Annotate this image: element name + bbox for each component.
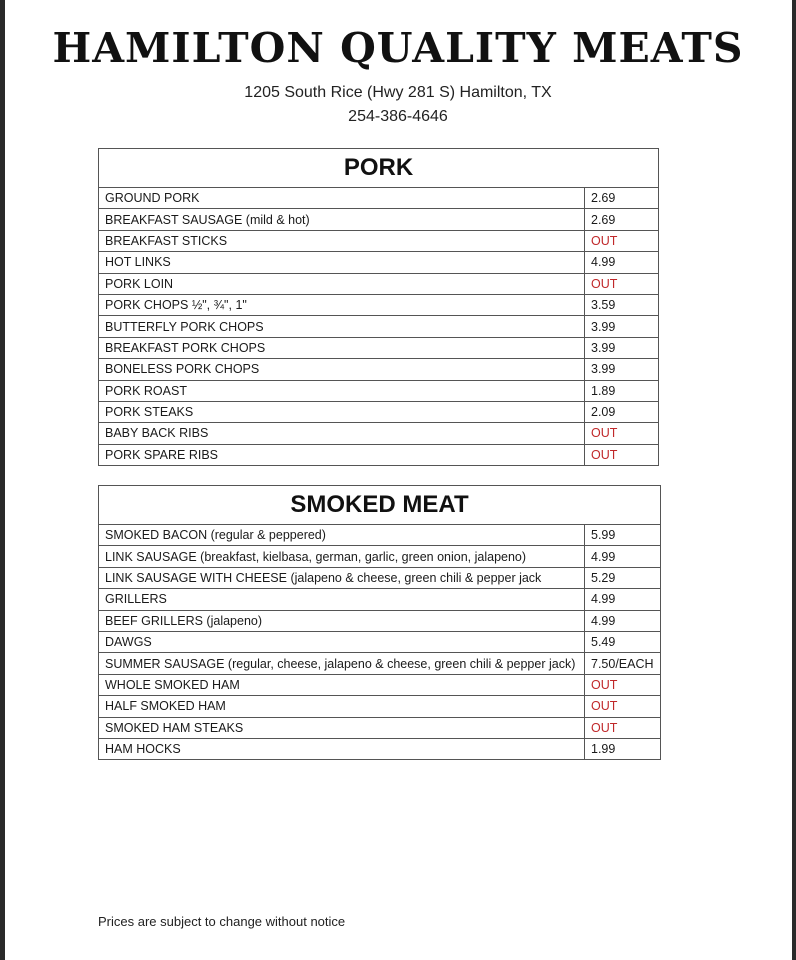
item-name: PORK CHOPS ½", ¾", 1" [99, 294, 585, 315]
table-row [99, 589, 661, 610]
table-row [99, 359, 659, 380]
pork-heading-row [99, 149, 659, 188]
table-row [99, 294, 659, 315]
item-name: DAWGS [99, 631, 585, 652]
item-price: OUT [585, 230, 659, 251]
item-name: HALF SMOKED HAM [99, 696, 585, 717]
item-price: 2.09 [585, 401, 659, 422]
item-name: BREAKFAST PORK CHOPS [99, 337, 585, 358]
table-row [99, 401, 659, 422]
table-row [99, 653, 661, 674]
item-name: BEEF GRILLERS (jalapeno) [99, 610, 585, 631]
item-price: OUT [585, 273, 659, 294]
table-row [99, 188, 659, 209]
item-price: 1.89 [585, 380, 659, 401]
table-row [99, 567, 661, 588]
item-name: LINK SAUSAGE WITH CHEESE (jalapeno & cheese, green chili & pepper jack [99, 567, 585, 588]
item-name: PORK LOIN [99, 273, 585, 294]
table-row [99, 423, 659, 444]
item-name: LINK SAUSAGE (breakfast, kielbasa, german, garlic, green onion, jalapeno) [99, 546, 585, 567]
table-row [99, 444, 659, 465]
table-row [99, 717, 661, 738]
table-row [99, 209, 659, 230]
item-price: 3.99 [585, 359, 659, 380]
item-price: OUT [585, 696, 661, 717]
item-price: 1.99 [585, 738, 661, 759]
item-name: BABY BACK RIBS [99, 423, 585, 444]
item-price: OUT [585, 674, 661, 695]
item-price: 4.99 [585, 589, 661, 610]
smoked-heading: SMOKED MEAT [99, 486, 661, 525]
store-address: 1205 South Rice (Hwy 281 S) Hamilton, TX [244, 84, 552, 101]
item-name: PORK SPARE RIBS [99, 444, 585, 465]
table-row [99, 252, 659, 273]
item-price: 4.99 [585, 252, 659, 273]
table-row [99, 674, 661, 695]
item-name: PORK STEAKS [99, 401, 585, 422]
price-disclaimer: Prices are subject to change without notice [98, 914, 346, 929]
item-name: GRILLERS [99, 589, 585, 610]
table-row [99, 230, 659, 251]
page-edge-left [0, 0, 5, 960]
table-row [99, 738, 661, 759]
table-row [99, 610, 661, 631]
table-row [99, 316, 659, 337]
item-price: 3.59 [585, 294, 659, 315]
item-name: GROUND PORK [99, 188, 585, 209]
table-row [99, 337, 659, 358]
page-edge-right [792, 0, 796, 960]
item-price: OUT [585, 717, 661, 738]
smoked-meat-price-table [98, 485, 661, 760]
item-name: SMOKED BACON (regular & peppered) [99, 525, 585, 546]
item-price: 7.50/EACH [585, 653, 661, 674]
item-name: HOT LINKS [99, 252, 585, 273]
item-price: 5.29 [585, 567, 661, 588]
item-name: SMOKED HAM STEAKS [99, 717, 585, 738]
item-name: BREAKFAST STICKS [99, 230, 585, 251]
item-price: 3.99 [585, 337, 659, 358]
item-name: BREAKFAST SAUSAGE (mild & hot) [99, 209, 585, 230]
item-price: 2.69 [585, 209, 659, 230]
item-price: OUT [585, 444, 659, 465]
item-price: 5.99 [585, 525, 661, 546]
item-name: SUMMER SAUSAGE (regular, cheese, jalapeno & cheese, green chili & pepper jack) [99, 653, 585, 674]
item-name: HAM HOCKS [99, 738, 585, 759]
item-name: BUTTERFLY PORK CHOPS [99, 316, 585, 337]
pork-heading: PORK [99, 149, 659, 188]
table-row [99, 631, 661, 652]
item-price: 2.69 [585, 188, 659, 209]
pork-price-table [98, 148, 659, 466]
store-phone: 254-386-4646 [348, 108, 448, 125]
store-title: HAMILTON QUALITY MEATS [52, 24, 744, 72]
table-row [99, 525, 661, 546]
item-price: 4.99 [585, 610, 661, 631]
table-row [99, 546, 661, 567]
item-name: PORK ROAST [99, 380, 585, 401]
item-price: OUT [585, 423, 659, 444]
item-price: 3.99 [585, 316, 659, 337]
item-name: WHOLE SMOKED HAM [99, 674, 585, 695]
smoked-heading-row [99, 486, 661, 525]
item-name: BONELESS PORK CHOPS [99, 359, 585, 380]
table-row [99, 273, 659, 294]
table-row [99, 380, 659, 401]
smoked-items [99, 525, 661, 760]
item-price: 5.49 [585, 631, 661, 652]
item-price: 4.99 [585, 546, 661, 567]
table-row [99, 696, 661, 717]
pork-items [99, 188, 659, 466]
